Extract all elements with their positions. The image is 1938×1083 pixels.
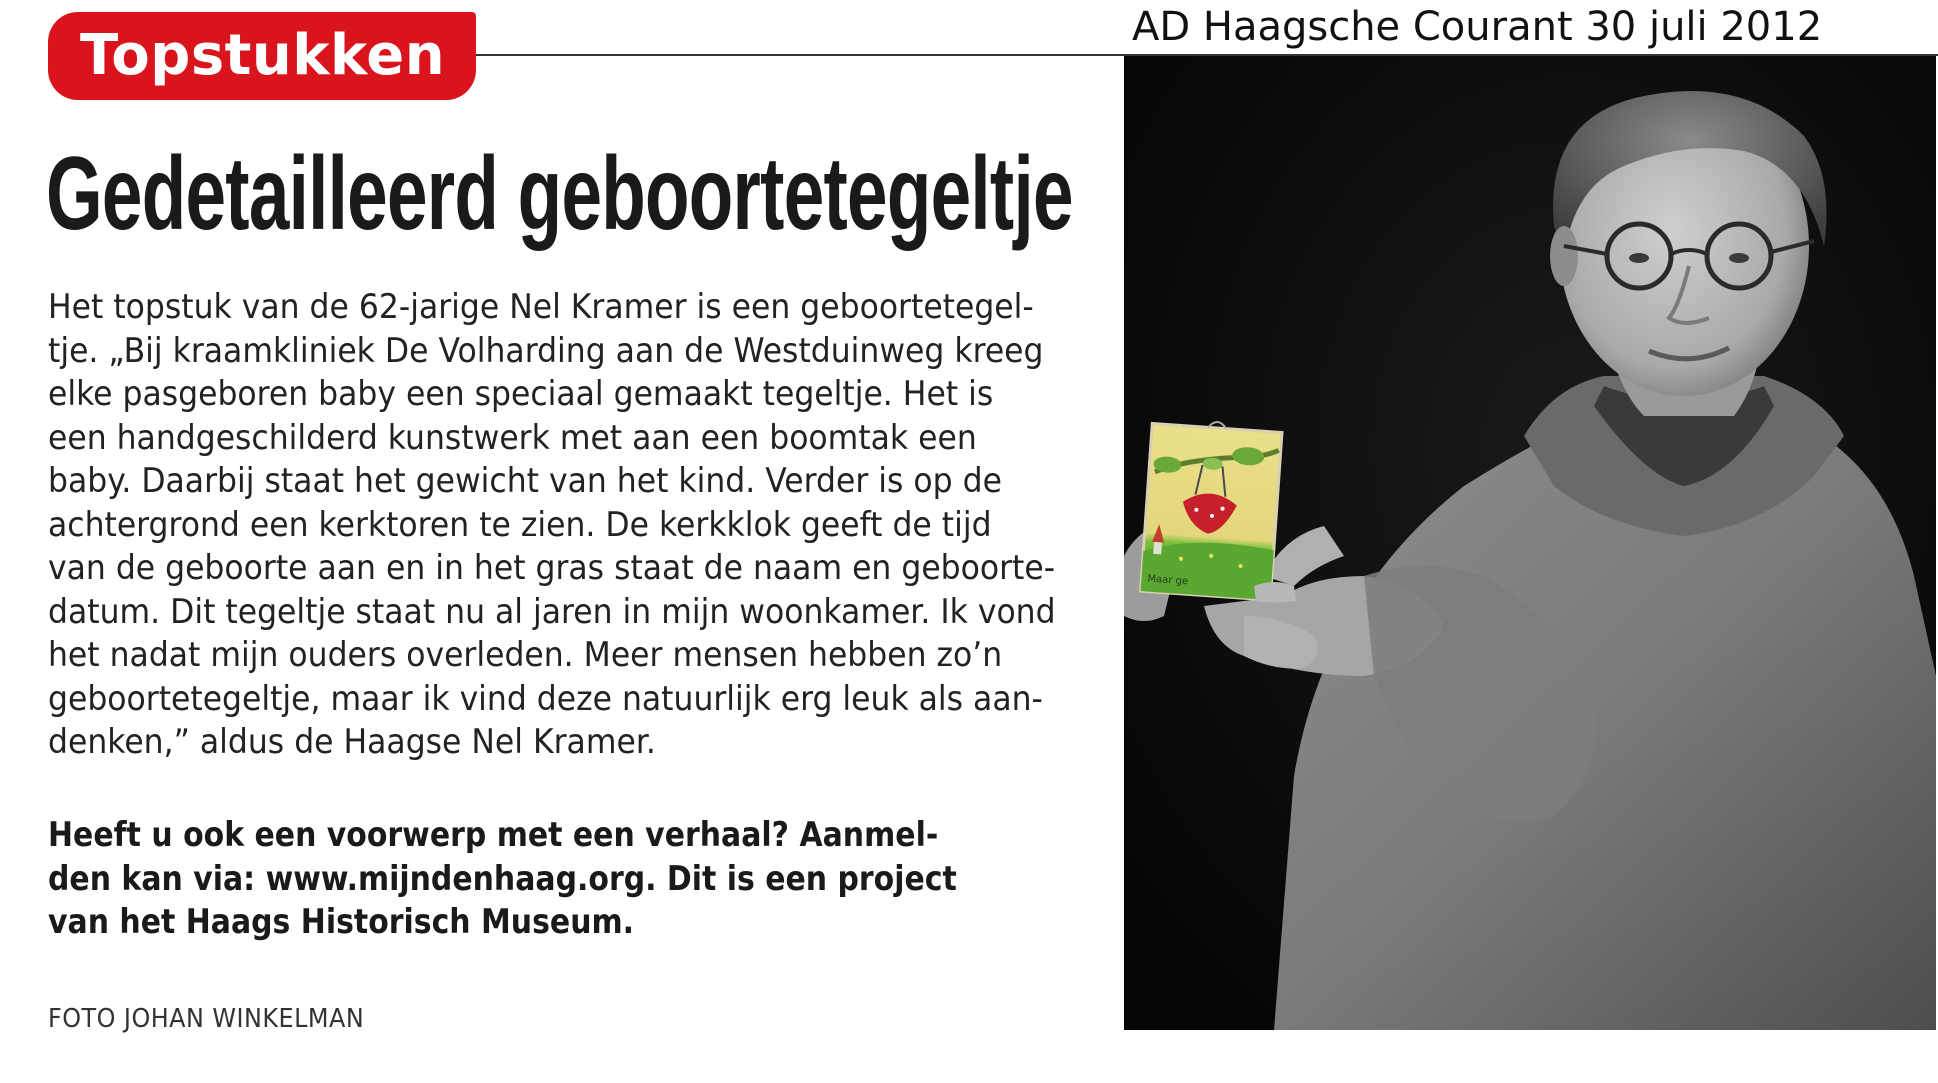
call-to-action <box>48 814 1078 945</box>
article-photo <box>1124 56 1936 1030</box>
article-body <box>48 286 1078 765</box>
body-line: denken,” aldus de Haagse Nel Kramer. <box>48 722 656 762</box>
body-line: van de geboorte aan en in het gras staat de naam en geboorte- <box>48 548 1056 588</box>
body-line: een handgeschilderd kunstwerk met aan een boomtak een <box>48 417 977 458</box>
cta-line: van het Haags Historisch Museum. <box>48 902 635 942</box>
cta-line: Heeft u ook een voorwerp met een verhaal? Aanmel- <box>48 815 939 855</box>
tile-inscription: Maar ge <box>1147 573 1189 588</box>
body-line: het nadat mijn ouders overleden. Meer mensen hebben zo’n <box>48 635 1003 675</box>
body-line: elke pasgeboren baby een speciaal gemaakt tegeltje. Het is <box>48 374 994 414</box>
body-line: Het topstuk van de 62-jarige Nel Kramer is een geboortetegel- <box>48 287 1034 327</box>
body-line: achtergrond een kerktoren te zien. De kerkklok geeft de tijd <box>48 504 992 545</box>
body-line: baby. Daarbij staat het gewicht van het kind. Verder is op de <box>48 461 1002 501</box>
article-headline: Gedetailleerd geboortetegeltje <box>46 136 1073 252</box>
body-line: datum. Dit tegeltje staat nu al jaren in mijn woonkamer. Ik vond <box>48 591 1056 632</box>
newspaper-source-label: AD Haagsche Courant 30 juli 2012 <box>1132 4 1823 50</box>
portrait-illustration <box>1124 56 1936 1030</box>
photo-credit: FOTO JOHAN WINKELMAN <box>48 1004 365 1034</box>
body-line: tje. „Bij kraamkliniek De Volharding aan de Westduinweg kreeg <box>48 330 1044 371</box>
section-rubric: Topstukken <box>48 12 476 100</box>
body-line: geboortetegeltje, maar ik vind deze natuurlijk erg leuk als aan- <box>48 678 1043 719</box>
cta-line: den kan via: www.mijndenhaag.org. Dit is een project <box>48 858 957 899</box>
